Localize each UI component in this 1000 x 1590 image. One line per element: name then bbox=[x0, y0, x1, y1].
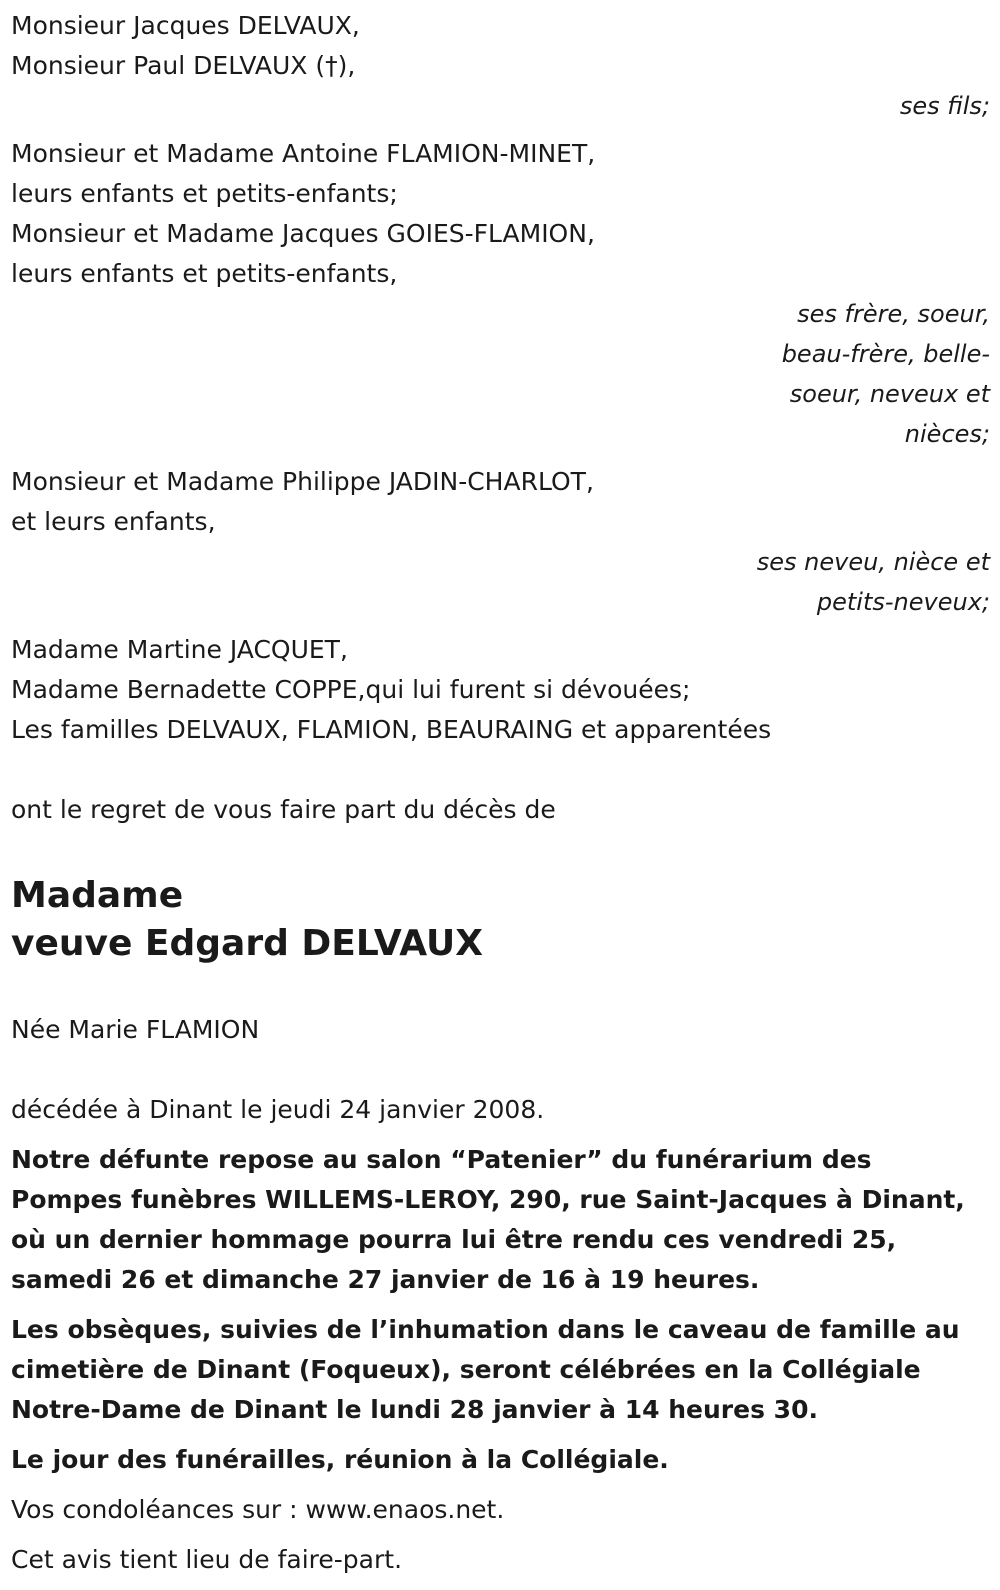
announcement-text: ont le regret de vous faire part du décès de bbox=[11, 795, 556, 824]
family-member: Monsieur Jacques DELVAUX, bbox=[11, 11, 360, 40]
relation-label: beau-frère, belle- bbox=[781, 340, 990, 368]
notice-text: Cet avis tient lieu de faire-part. bbox=[11, 1545, 403, 1574]
birth-name: Née Marie FLAMION bbox=[11, 1015, 260, 1044]
deceased-title-line2: veuve Edgard DELVAUX bbox=[11, 923, 484, 964]
funeral-details: Les obsèques, suivies de l’inhumation dans le caveau de famille au cimetière de Dinant (Foqueux), seront célébrées en la Collégiale Notre-Dame de Dinant le lundi 28 janvier à 14 heures 30. bbox=[11, 1315, 960, 1424]
family-member: Monsieur et Madame Philippe JADIN-CHARLOT, bbox=[11, 467, 594, 496]
family-member: Monsieur Paul DELVAUX (†), bbox=[11, 51, 356, 80]
family-member: Madame Martine JACQUET, bbox=[11, 635, 348, 664]
family-group-siblings bbox=[11, 134, 990, 454]
condolences-text: Vos condoléances sur : www.enaos.net. bbox=[11, 1495, 505, 1524]
deceased-title-line1: Madame bbox=[11, 875, 184, 916]
family-member: Monsieur et Madame Antoine FLAMION-MINET, bbox=[11, 139, 596, 168]
relation-label: ses neveu, nièce et bbox=[756, 548, 990, 576]
repose-details: Notre défunte repose au salon “Patenier” du funérarium des Pompes funèbres WILLEMS-LEROY, 290, rue Saint-Jacques à Dinant, où un dernier hommage pourra lui être rendu ces vendredi 25, samedi 26 et dimanche 27 janvier de 16 à 19 heures. bbox=[11, 1145, 965, 1294]
relation-label: ses fils; bbox=[899, 92, 990, 120]
relation-label: petits-neveux; bbox=[816, 588, 990, 616]
reunion-details: Le jour des funérailles, réunion à la Collégiale. bbox=[11, 1445, 669, 1474]
relation-label: nièces; bbox=[904, 420, 990, 448]
family-member: leurs enfants et petits-enfants; bbox=[11, 179, 398, 208]
family-group-others bbox=[11, 630, 990, 750]
family-member: Monsieur et Madame Jacques GOIES-FLAMION, bbox=[11, 219, 595, 248]
family-member: Madame Bernadette COPPE,qui lui furent si dévouées; bbox=[11, 675, 691, 704]
family-member: Les familles DELVAUX, FLAMION, BEAURAING et apparentées bbox=[11, 715, 772, 744]
relation-label: ses frère, soeur, bbox=[797, 300, 990, 328]
family-member: et leurs enfants, bbox=[11, 507, 216, 536]
death-date: décédée à Dinant le jeudi 24 janvier 2008. bbox=[11, 1095, 545, 1124]
death-notice bbox=[11, 6, 990, 1590]
relation-label: soeur, neveux et bbox=[789, 380, 990, 408]
deceased-name bbox=[11, 872, 990, 968]
family-member: leurs enfants et petits-enfants, bbox=[11, 259, 398, 288]
family-group-sons bbox=[11, 6, 990, 126]
family-group-nephews bbox=[11, 462, 990, 622]
